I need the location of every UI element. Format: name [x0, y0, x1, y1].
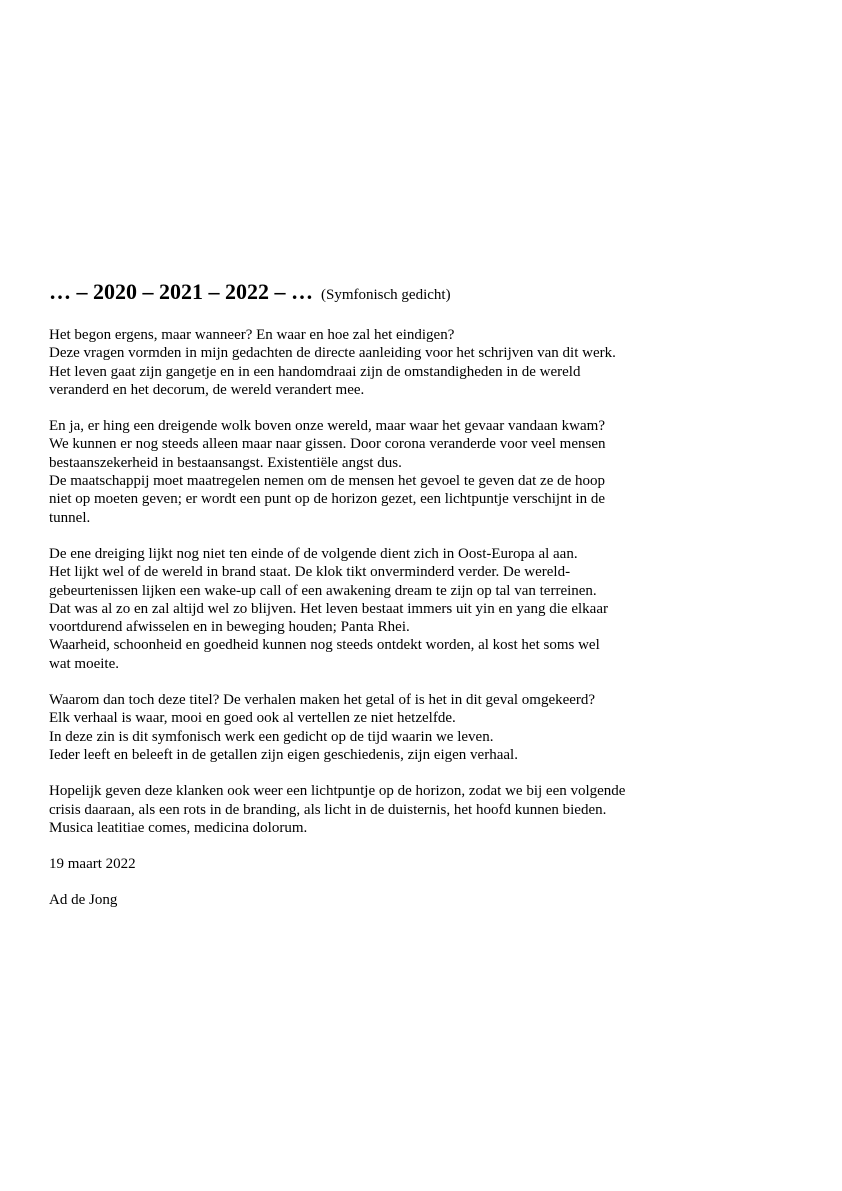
- document-author: Ad de Jong: [49, 892, 118, 909]
- text-line: Waarheid, schoonheid en goedheid kunnen nog steeds ontdekt worden, al kost het soms wel: [49, 637, 600, 654]
- text-line: niet op moeten geven; er wordt een punt op de horizon gezet, een lichtpuntje verschijnt in de: [49, 491, 606, 508]
- author-block: [49, 891, 809, 909]
- text-line: Het leven gaat zijn gangetje en in een handomdraai zijn de omstandigheden in de wereld: [49, 363, 581, 380]
- text-line: crisis daaraan, als een rots in de branding, als licht in de duisternis, het hoofd kunnen bieden.: [49, 801, 607, 818]
- text-line: tunnel.: [49, 509, 91, 526]
- paragraph-4: [49, 691, 809, 764]
- text-line: Het begon ergens, maar wanneer? En waar en hoe zal het eindigen?: [49, 327, 455, 343]
- paragraph-2: [49, 417, 809, 527]
- paragraph-3: [49, 545, 809, 673]
- text-line: voortdurend afwisselen en in beweging houden; Panta Rhei.: [49, 619, 410, 636]
- paragraph-5: [49, 782, 809, 837]
- text-line: In deze zin is dit symfonisch werk een gedicht op de tijd waarin we leven.: [49, 728, 494, 745]
- text-line: De maatschappij moet maatregelen nemen om de mensen het gevoel te geven dat ze de hoop: [49, 473, 606, 490]
- text-line: We kunnen er nog steeds alleen maar naar gissen. Door corona veranderde voor veel mensen: [49, 436, 606, 453]
- document-title: [49, 279, 809, 308]
- document-date: 19 maart 2022: [49, 856, 136, 873]
- text-line: bestaanszekerheid in bestaansangst. Existentiële angst dus.: [49, 454, 402, 471]
- text-line: gebeurtenissen lijken een wake-up call of een awakening dream te zijn op tal van terreinen.: [49, 582, 597, 599]
- text-line: De ene dreiging lijkt nog niet ten einde of de volgende dient zich in Oost-Europa al aan.: [49, 545, 578, 562]
- title-main: … – 2020 – 2021 – 2022 – …: [49, 279, 313, 304]
- title-subtitle: (Symfonisch gedicht): [321, 287, 451, 303]
- text-line: wat moeite.: [49, 655, 119, 672]
- document-page: [49, 279, 809, 928]
- text-line: Hopelijk geven deze klanken ook weer een lichtpuntje op de horizon, zodat we bij een volgende: [49, 783, 626, 800]
- text-line: Dat was al zo en zal altijd wel zo blijven. Het leven bestaat immers uit yin en yang die elkaar: [49, 600, 608, 617]
- text-line: Waarom dan toch deze titel? De verhalen maken het getal of is het in dit geval omgekeerd?: [49, 692, 596, 709]
- text-line: En ja, er hing een dreigende wolk boven onze wereld, maar waar het gevaar vandaan kwam?: [49, 418, 605, 435]
- paragraph-1: [49, 326, 809, 399]
- text-line: Deze vragen vormden in mijn gedachten de directe aanleiding voor het schrijven van dit werk.: [49, 345, 616, 362]
- text-line: Het lijkt wel of de wereld in brand staat. De klok tikt onverminderd verder. De wereld-: [49, 564, 571, 581]
- date-block: [49, 855, 809, 873]
- text-line: Elk verhaal is waar, mooi en goed ook al vertellen ze niet hetzelfde.: [49, 710, 456, 727]
- text-line: Ieder leeft en beleeft in de getallen zijn eigen geschiedenis, zijn eigen verhaal.: [49, 746, 518, 763]
- text-line: veranderd en het decorum, de wereld verandert mee.: [49, 381, 365, 398]
- text-line: Musica leatitiae comes, medicina dolorum.: [49, 819, 308, 836]
